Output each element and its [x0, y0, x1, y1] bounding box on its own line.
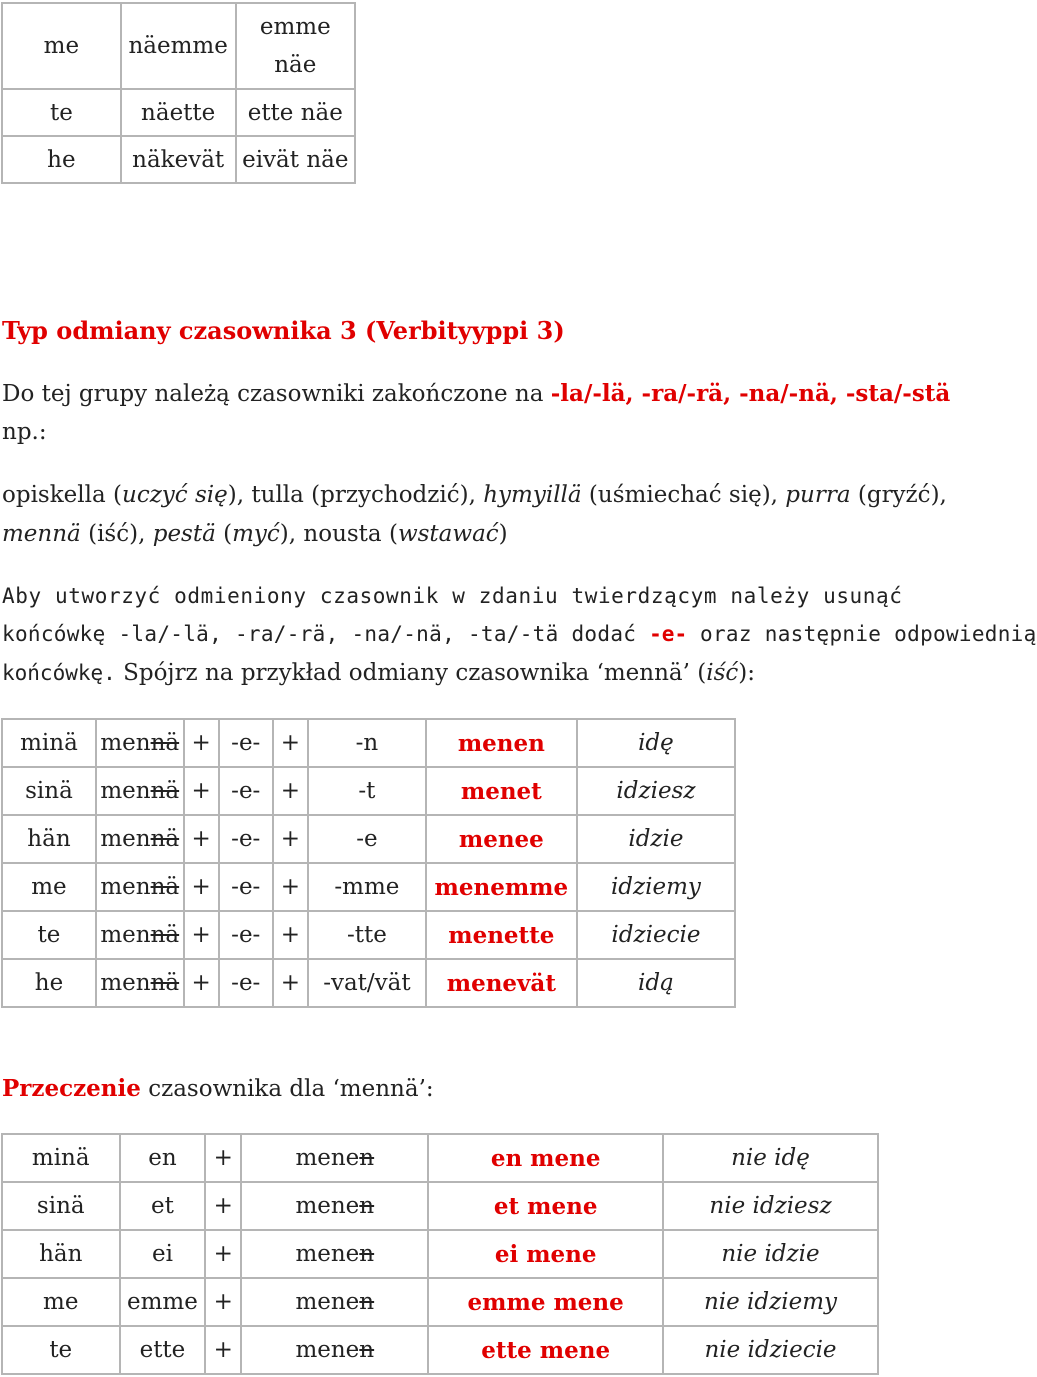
pronoun-cell: me [2, 863, 96, 911]
example-fi: nousta [303, 521, 382, 547]
translation-cell: idzie [577, 815, 735, 863]
example-pl: gryźć [866, 482, 931, 508]
positive-cell: näemme [121, 3, 236, 89]
example-pl: iść [97, 521, 130, 547]
stem-ending-removed: nä [150, 874, 180, 900]
intro-np: np.: [2, 419, 47, 445]
negation-table [1, 1133, 879, 1375]
table-row [2, 1326, 878, 1374]
plus-cell: + [184, 767, 219, 815]
rule-line-1: Aby utworzyć odmieniony czasownik w zdaniu twierdzącym należy usunąć [2, 584, 903, 608]
example-fi: hymyillä [483, 482, 582, 508]
translation-cell: nie idziecie [663, 1326, 878, 1374]
plus-cell: + [273, 863, 308, 911]
rule-prefix: końcówkę -la/-lä, -ra/-rä, -na/-nä, -ta/-tä dodać [2, 622, 650, 646]
plus-cell: + [205, 1182, 241, 1230]
translation-cell: idą [577, 959, 735, 1007]
aux-cell: ei [120, 1230, 206, 1278]
intro-text: Do tej grupy należą czasowniki zakończone na [2, 381, 551, 407]
rule-text: Spójrz na przykład odmiany czasownika ‘mennä’ ( [115, 660, 707, 686]
rule-ending-word: końcówkę. [2, 661, 116, 685]
result-cell: menette [426, 911, 577, 959]
table-row [2, 911, 735, 959]
table-row [2, 767, 735, 815]
pronoun-cell: me [2, 1278, 120, 1326]
example-pl: myć [232, 521, 280, 547]
stem-cell [241, 1134, 428, 1182]
example-fi: purra [785, 482, 851, 508]
pronoun-cell: sinä [2, 767, 96, 815]
ending-cell: -n [308, 719, 426, 767]
result-cell: emme mene [428, 1278, 663, 1326]
pronoun-cell: te [2, 911, 96, 959]
stem-text: mene [295, 1145, 360, 1171]
aux-cell: emme [120, 1278, 206, 1326]
stem-ending-removed: nä [150, 730, 180, 756]
result-cell: menevät [426, 959, 577, 1007]
stem-cell [96, 719, 184, 767]
translation-cell: nie idziemy [663, 1278, 878, 1326]
stem-cell [241, 1278, 428, 1326]
translation-cell: nie idzie [663, 1230, 878, 1278]
stem-cell [241, 1230, 428, 1278]
stem-ending-removed: n [359, 1289, 375, 1315]
negation-heading-red: Przeczenie [2, 1075, 141, 1102]
positive-cell: näkevät [121, 136, 236, 183]
table-row [2, 136, 355, 183]
translation-cell: idziecie [577, 911, 735, 959]
rule-line-2 [2, 622, 1037, 647]
stem-text: men [100, 778, 151, 804]
aux-cell: en [120, 1134, 206, 1182]
stem-cell [241, 1182, 428, 1230]
rule-line-3 [2, 660, 755, 686]
result-cell: et mene [428, 1182, 663, 1230]
stem-ending-removed: nä [150, 778, 180, 804]
top-conjugation-table [1, 2, 356, 184]
result-cell: ette mene [428, 1326, 663, 1374]
pronoun-cell: hän [2, 1230, 120, 1278]
table-row [2, 1134, 878, 1182]
rule-end: ): [738, 660, 755, 686]
pronoun-cell: me [2, 3, 121, 89]
intro-endings: -la/-lä, -ra/-rä, -na/-nä, -sta/-stä [550, 380, 951, 407]
intro-paragraph [2, 380, 950, 407]
result-cell: ei mene [428, 1230, 663, 1278]
stem-cell [241, 1326, 428, 1374]
result-cell: menet [426, 767, 577, 815]
conjugation-table [1, 718, 736, 1008]
stem-ending-removed: nä [150, 970, 180, 996]
aux-cell: ette [120, 1326, 206, 1374]
section-heading: Typ odmiany czasownika 3 (Verbityyppi 3) [2, 316, 565, 345]
plus-cell: + [273, 815, 308, 863]
e-marker-cell: -e- [219, 863, 273, 911]
plus-cell: + [273, 959, 308, 1007]
pronoun-cell: hän [2, 815, 96, 863]
translation-cell: idziemy [577, 863, 735, 911]
result-cell: en mene [428, 1134, 663, 1182]
table-row [2, 959, 735, 1007]
plus-cell: + [205, 1326, 241, 1374]
result-cell: menen [426, 719, 577, 767]
negative-text: emme näe [259, 14, 331, 78]
positive-cell: näette [121, 89, 236, 136]
stem-ending-removed: n [359, 1337, 375, 1363]
stem-cell [96, 863, 184, 911]
stem-ending-removed: n [359, 1241, 375, 1267]
stem-ending-removed: nä [150, 826, 180, 852]
e-marker-cell: -e- [219, 767, 273, 815]
example-fi: opiskella [2, 482, 106, 508]
aux-cell: et [120, 1182, 206, 1230]
e-marker-cell: -e- [219, 911, 273, 959]
stem-text: mene [295, 1337, 360, 1363]
table-row [2, 863, 735, 911]
negation-heading [2, 1075, 434, 1102]
stem-text: men [100, 826, 151, 852]
rule-e-marker: -e- [649, 622, 688, 646]
plus-cell: + [184, 911, 219, 959]
stem-cell [96, 767, 184, 815]
pronoun-cell: sinä [2, 1182, 120, 1230]
negative-cell [236, 3, 355, 89]
ending-cell: -mme [308, 863, 426, 911]
e-marker-cell: -e- [219, 959, 273, 1007]
example-fi: tulla [251, 482, 304, 508]
examples-line-1: opiskella (uczyć się), tulla (przychodzić), hymyillä (uśmiechać się), purra (gryźć), [2, 482, 947, 508]
pronoun-cell: minä [2, 719, 96, 767]
stem-text: mene [295, 1289, 360, 1315]
translation-cell: nie idziesz [663, 1182, 878, 1230]
translation-cell: idziesz [577, 767, 735, 815]
stem-text: men [100, 970, 151, 996]
example-pl: wstawać [397, 521, 499, 547]
example-pl: przychodzić [320, 482, 460, 508]
table-row [2, 1278, 878, 1326]
table-row [2, 1230, 878, 1278]
stem-text: mene [295, 1241, 360, 1267]
plus-cell: + [184, 815, 219, 863]
pronoun-cell: he [2, 136, 121, 183]
stem-ending-removed: n [359, 1193, 375, 1219]
stem-text: mene [295, 1193, 360, 1219]
rule-suffix: oraz następnie odpowiednią [687, 622, 1037, 646]
plus-cell: + [184, 863, 219, 911]
stem-cell [96, 959, 184, 1007]
table-row [2, 1182, 878, 1230]
ending-cell: -tte [308, 911, 426, 959]
result-cell: menemme [426, 863, 577, 911]
negation-heading-rest: czasownika dla ‘mennä’: [140, 1076, 434, 1102]
plus-cell: + [184, 959, 219, 1007]
result-cell: menee [426, 815, 577, 863]
e-marker-cell: -e- [219, 815, 273, 863]
pronoun-cell: minä [2, 1134, 120, 1182]
plus-cell: + [273, 719, 308, 767]
pronoun-cell: he [2, 959, 96, 1007]
plus-cell: + [205, 1134, 241, 1182]
stem-text: men [100, 874, 151, 900]
examples-line-2: mennä (iść), pestä (myć), nousta (wstawać) [2, 521, 508, 547]
negative-cell: ette näe [236, 89, 355, 136]
plus-cell: + [273, 911, 308, 959]
translation-cell: idę [577, 719, 735, 767]
stem-cell [96, 911, 184, 959]
table-row [2, 3, 355, 89]
plus-cell: + [184, 719, 219, 767]
example-fi: mennä [2, 521, 81, 547]
plus-cell: + [273, 767, 308, 815]
table-row [2, 719, 735, 767]
e-marker-cell: -e- [219, 719, 273, 767]
table-row [2, 815, 735, 863]
pronoun-cell: te [2, 89, 121, 136]
stem-cell [96, 815, 184, 863]
table-row [2, 89, 355, 136]
ending-cell: -e [308, 815, 426, 863]
example-pl: uczyć się [122, 482, 228, 508]
example-fi: pestä [152, 521, 216, 547]
negative-cell: eivät näe [236, 136, 355, 183]
stem-ending-removed: n [359, 1145, 375, 1171]
example-pl: uśmiechać się [597, 482, 762, 508]
translation-cell: nie idę [663, 1134, 878, 1182]
ending-cell: -vat/vät [308, 959, 426, 1007]
stem-text: men [100, 730, 151, 756]
plus-cell: + [205, 1278, 241, 1326]
stem-text: men [100, 922, 151, 948]
rule-word: iść [706, 660, 739, 686]
plus-cell: + [205, 1230, 241, 1278]
pronoun-cell: te [2, 1326, 120, 1374]
stem-ending-removed: nä [150, 922, 180, 948]
ending-cell: -t [308, 767, 426, 815]
